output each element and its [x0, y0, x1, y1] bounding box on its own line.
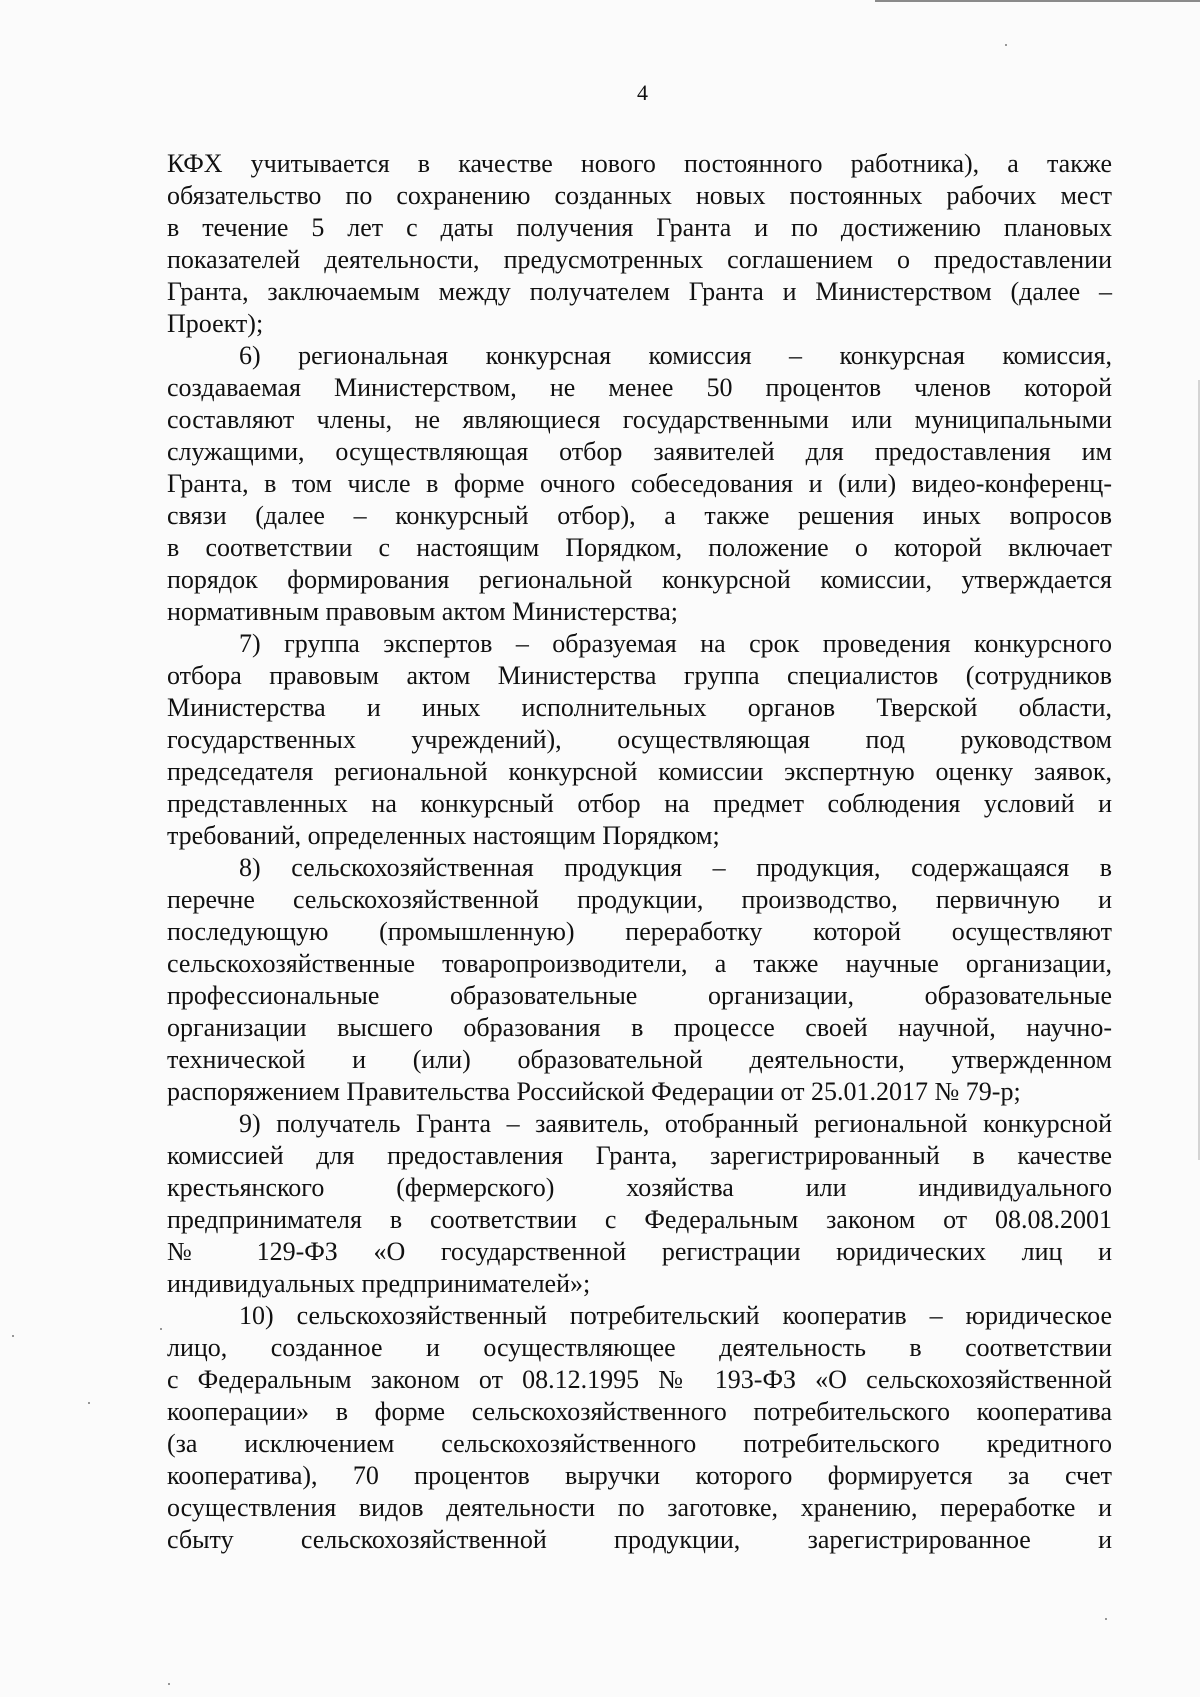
text-line: создаваемая Министерством, не менее 50 процентов членов которой: [167, 373, 1112, 402]
text-line: последующую (промышленную) переработку которой осуществляют: [167, 917, 1112, 946]
text-line: Гранта, заключаемым между получателем Гранта и Министерством (далее –: [167, 277, 1112, 306]
scan-speck: [1005, 44, 1007, 46]
paragraph-continuation: [167, 148, 1112, 340]
text-line: представленных на конкурсный отбор на предмет соблюдения условий и: [167, 789, 1112, 818]
text-line: кооперации» в форме сельскохозяйственного потребительского кооператива: [167, 1397, 1112, 1426]
text-line: распоряжением Правительства Российской Федерации от 25.01.2017 № 79-р;: [167, 1077, 1021, 1106]
paragraph-item-10: [167, 1300, 1112, 1556]
scan-speck: [12, 1335, 14, 1337]
text-line: 6) региональная конкурсная комиссия – конкурсная комиссия,: [239, 341, 1112, 370]
top-edge-rule: [875, 0, 1200, 2]
text-line: крестьянского (фермерского) хозяйства или индивидуального: [167, 1173, 1112, 1202]
text-line: сбыту сельскохозяйственной продукции, зарегистрированное и: [167, 1525, 1112, 1554]
text-line: Министерства и иных исполнительных органов Тверской области,: [167, 693, 1112, 722]
text-line: 7) группа экспертов – образуемая на срок проведения конкурсного: [239, 629, 1112, 658]
text-line: с Федеральным законом от 08.12.1995 № 193-ФЗ «О сельскохозяйственной: [167, 1365, 1112, 1394]
scan-speck: [1105, 1618, 1107, 1620]
text-line: Гранта, в том числе в форме очного собеседования и (или) видео-конференц-: [167, 469, 1112, 498]
paragraph-item-8: [167, 852, 1112, 1108]
text-line: профессиональные образовательные организации, образовательные: [167, 981, 1112, 1010]
text-line: в соответствии с настоящим Порядком, положение о которой включает: [167, 533, 1112, 562]
scan-speck: [160, 1328, 162, 1330]
text-line: 9) получатель Гранта – заявитель, отобранный региональной конкурсной: [239, 1109, 1112, 1138]
text-line: 8) сельскохозяйственная продукция – продукция, содержащаяся в: [239, 853, 1112, 882]
text-line: сельскохозяйственные товаропроизводители, а также научные организации,: [167, 949, 1112, 978]
text-line: № 129-ФЗ «О государственной регистрации юридических лиц и: [167, 1237, 1112, 1266]
text-line: показателей деятельности, предусмотренных соглашением о предоставлении: [167, 245, 1112, 274]
text-line: порядок формирования региональной конкурсной комиссии, утверждается: [167, 565, 1112, 594]
text-line: (за исключением сельскохозяйственного потребительского кредитного: [167, 1429, 1112, 1458]
text-line: председателя региональной конкурсной комиссии экспертную оценку заявок,: [167, 757, 1112, 786]
text-line: осуществления видов деятельности по заготовке, хранению, переработке и: [167, 1493, 1112, 1522]
paragraph-item-9: [167, 1108, 1112, 1300]
text-line: предпринимателя в соответствии с Федеральным законом от 08.08.2001: [167, 1205, 1112, 1234]
text-line: лицо, созданное и осуществляющее деятельность в соответствии: [167, 1333, 1112, 1362]
text-line: Проект);: [167, 309, 264, 338]
text-line: составляют члены, не являющиеся государственными или муниципальными: [167, 405, 1112, 434]
text-line: требований, определенных настоящим Порядком;: [167, 821, 720, 850]
text-line: нормативным правовым актом Министерства;: [167, 597, 679, 626]
paragraph-item-7: [167, 628, 1112, 852]
text-line: комиссией для предоставления Гранта, зарегистрированный в качестве: [167, 1141, 1112, 1170]
text-line: перечне сельскохозяйственной продукции, производство, первичную и: [167, 885, 1112, 914]
body-text: [167, 148, 1112, 1556]
text-line: кооператива), 70 процентов выручки которого формируется за счет: [167, 1461, 1112, 1490]
text-line: обязательство по сохранению созданных новых постоянных рабочих мест: [167, 181, 1112, 210]
text-line: КФХ учитывается в качестве нового постоянного работника), а также: [167, 149, 1112, 178]
text-line: государственных учреждений), осуществляющая под руководством: [167, 725, 1112, 754]
scan-speck: [168, 1683, 170, 1685]
text-line: отбора правовым актом Министерства группа специалистов (сотрудников: [167, 661, 1112, 690]
text-line: связи (далее – конкурсный отбор), а также решения иных вопросов: [167, 501, 1112, 530]
text-line: в течение 5 лет с даты получения Гранта и по достижению плановых: [167, 213, 1112, 242]
paragraph-item-6: [167, 340, 1112, 628]
text-line: индивидуальных предпринимателей»;: [167, 1269, 591, 1298]
text-line: служащими, осуществляющая отбор заявителей для предоставления им: [167, 437, 1112, 466]
page-number: 4: [637, 80, 648, 105]
scan-speck: [88, 1402, 90, 1404]
text-line: организации высшего образования в процессе своей научной, научно-: [167, 1013, 1112, 1042]
text-line: технической и (или) образовательной деятельности, утвержденном: [167, 1045, 1112, 1074]
text-line: 10) сельскохозяйственный потребительский кооператив – юридическое: [239, 1301, 1112, 1330]
